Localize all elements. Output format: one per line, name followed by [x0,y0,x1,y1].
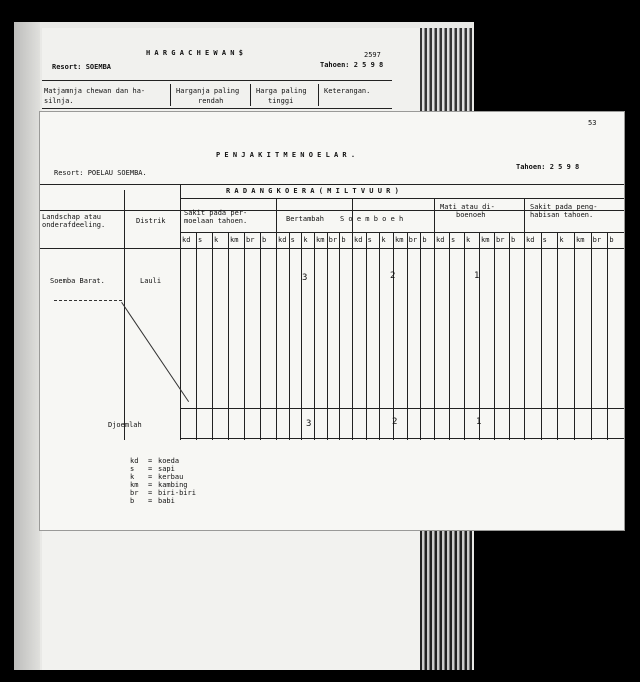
legend-entry-text: = [148,473,153,481]
subcolumn-label: s [542,236,547,244]
subcolumn-label: b [341,236,346,244]
subcolumn-label: br [496,236,505,244]
subcolumn-divider [494,232,495,440]
legend-entry-text: km [130,481,139,489]
subcolumn-divider [244,232,245,440]
back-col-3: Harga paling [256,87,307,95]
group-mati-2: boenoeh [456,211,486,219]
legend-entry-text: s [130,465,135,473]
row-landschap: Soemba Barat. [50,277,105,285]
total-bertambah: 3 [306,419,312,429]
subcolumn-divider [327,232,328,440]
value-soemboeh: 2 [390,271,396,281]
value-mati: 1 [474,271,480,281]
legend-entry-text: k [130,473,135,481]
legend-entry-text: koeda [158,457,180,465]
subcolumn-divider [339,232,340,440]
subcolumn-label: km [395,236,404,244]
subcolumn-label: b [422,236,427,244]
subcolumn-label: s [290,236,295,244]
subcolumn-label: k [466,236,471,244]
legend-entry-text: kambing [158,481,188,489]
page-number: 53 [588,119,597,127]
form-title: P E N J A K I T M E N O E L A R . [216,151,356,159]
back-col-2: Harganja paling [176,87,240,95]
subcolumn-divider [228,232,229,440]
back-col-2b: rendah [198,97,224,105]
subcolumn-divider [289,232,290,440]
group-soemboeh: S o e m b o e h [340,215,404,223]
total-label: Djoemlah [108,421,142,429]
subcolumn-label: kd [182,236,191,244]
subcolumn-label: kd [278,236,287,244]
legend-entry-text: = [148,457,153,465]
disease-report-form [40,112,624,530]
group-sakit-awal: Sakit pada per- [184,209,248,217]
subcolumn-divider [260,232,261,440]
subcolumn-label: s [198,236,203,244]
subcolumn-divider [449,232,450,440]
subcolumn-label: k [303,236,308,244]
legend-entry-text: b [130,497,135,505]
subcolumn-divider [196,232,197,440]
group-sakit-awal-2: moelaan tahoen. [184,217,248,225]
subcolumn-divider [541,232,542,440]
subcolumn-label: kd [526,236,535,244]
subcolumn-divider [591,232,592,440]
subcolumn-label: kd [436,236,445,244]
subcolumn-divider [420,232,421,440]
subcolumn-label: br [246,236,255,244]
col-landschap: Landschap atau [42,213,102,221]
subcolumn-label: s [451,236,456,244]
back-col-4: Keterangan. [324,87,371,95]
group-sakit-akhir: Sakit pada peng- [530,203,598,211]
group-mati: Mati atau di- [440,203,495,211]
subcolumn-divider [366,232,367,440]
subcolumn-divider [607,232,608,440]
back-col-3b: tinggi [268,97,294,105]
row-distrik: Lauli [140,277,162,285]
tahoen-label: Tahoen: 2 5 9 8 [516,163,580,171]
subcolumn-divider [301,232,302,440]
legend-entry-text: kd [130,457,139,465]
total-soemboeh: 2 [392,417,398,427]
legend-entry-text: br [130,489,139,497]
disease-name: R A D A N G K O E R A ( M I L T V U U R ) [226,187,399,195]
resort-label: Resort: POELAU SOEMBA. [54,169,147,177]
subcolumn-label: km [316,236,325,244]
col-distrik: Distrik [136,217,166,225]
subcolumn-label: s [367,236,372,244]
subcolumn-label: br [592,236,602,244]
subcolumn-divider [557,232,558,440]
page-stack-top [420,28,472,116]
legend-entry-text: sapi [158,465,175,473]
subcolumn-divider [379,232,380,440]
subcolumn-label: b [511,236,516,244]
subcolumn-label: km [576,236,585,244]
subcolumn-label: k [559,236,564,244]
legend-entry-text: kerbau [158,473,184,481]
subcolumn-label: br [408,236,418,244]
subcolumn-label: km [230,236,239,244]
legend-entry-text: babi [158,497,175,505]
legend-entry-text: = [148,497,153,505]
subcolumn-label: kd [354,236,363,244]
col-landschap-2: onderafdeeling. [42,221,106,229]
group-sakit-akhir-2: habisan tahoen. [530,211,594,219]
page-stack-bottom [420,520,472,670]
subcolumn-divider [464,232,465,440]
legend-entry-text: biri-biri [158,489,196,497]
subcolumn-divider [393,232,394,440]
legend-entry-text: = [148,465,153,473]
back-col-1b: silnja. [44,97,74,105]
subcolumn-divider [479,232,480,440]
subcolumn-divider [407,232,408,440]
subcolumn-label: km [481,236,490,244]
lower-page [42,528,420,670]
back-col-1: Matjamnja chewan dan ha- [44,87,146,95]
back-form-year-note: 2597 [364,51,381,59]
subcolumn-divider [314,232,315,440]
total-mati: 1 [476,417,482,427]
legend-entry-text: = [148,481,153,489]
subcolumn-label: k [214,236,219,244]
book-spine [14,22,40,670]
back-form-title: H A R G A C H E W A N $ [146,49,243,57]
back-form-resort: Resort: SOEMBA [52,63,112,71]
subcolumn-label: b [262,236,267,244]
subcolumn-divider [574,232,575,440]
group-bertambah: Bertambah [286,215,324,223]
legend-entry-text: = [148,489,153,497]
subcolumn-divider [212,232,213,440]
subcolumn-label: k [381,236,386,244]
value-bertambah: 3 [302,273,308,283]
subcolumn-label: br [328,236,338,244]
subcolumn-label: b [609,236,614,244]
back-form-tahoen: Tahoen: 2 5 9 8 [320,61,384,69]
subcolumn-divider [509,232,510,440]
